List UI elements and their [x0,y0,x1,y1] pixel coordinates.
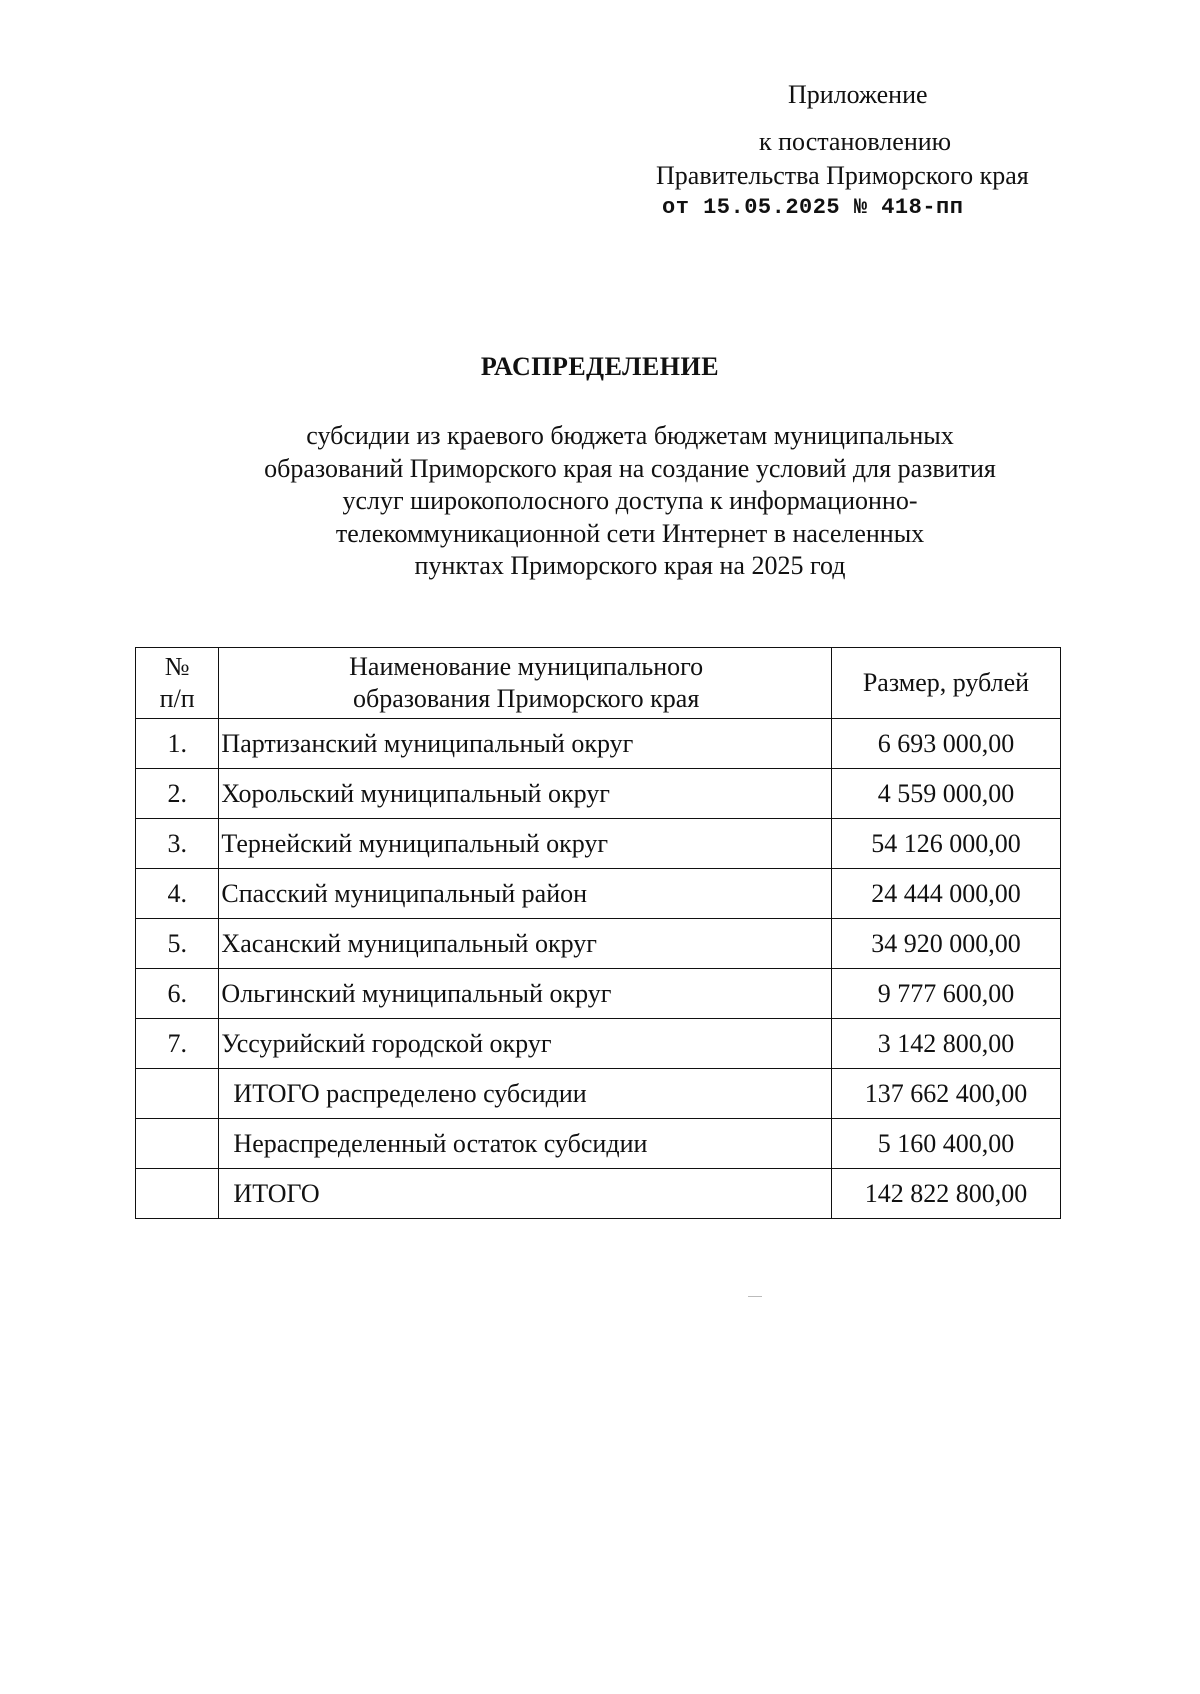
table-row [136,919,1061,969]
header-name-line1: Наименование муниципального [349,651,704,681]
table-row [136,819,1061,869]
row-name: Ольгинский муниципальный округ [219,969,832,1019]
undistributed-remainder-amount: 5 160 400,00 [831,1119,1060,1169]
appendix-label: Приложение [788,80,928,109]
subtitle-line: субсидии из краевого бюджета бюджетам муниципальных [306,421,954,450]
subtitle-line: услуг широкополосного доступа к информационно- [342,486,918,515]
table-row [136,769,1061,819]
table-row [136,719,1061,769]
total-number-cell [136,1119,219,1169]
total-row [136,1069,1061,1119]
row-name: Уссурийский городской округ [219,1019,832,1069]
header-name [219,648,832,719]
row-name: Тернейский муниципальный округ [219,819,832,869]
document-subtitle [200,420,1060,583]
row-amount: 24 444 000,00 [831,869,1060,919]
header-number-pp: п/п [159,684,195,713]
total-row [136,1169,1061,1219]
row-amount: 54 126 000,00 [831,819,1060,869]
row-amount: 3 142 800,00 [831,1019,1060,1069]
row-number: 3. [136,819,219,869]
row-amount: 34 920 000,00 [831,919,1060,969]
total-distributed-amount: 137 662 400,00 [831,1069,1060,1119]
row-number: 5. [136,919,219,969]
table-row [136,869,1061,919]
header-number [136,648,219,719]
row-name: Спасский муниципальный район [219,869,832,919]
appendix-block [650,78,1090,222]
appendix-resolution-ref: к постановлению [759,127,952,157]
row-number: 2. [136,769,219,819]
header-amount: Размер, рублей [831,648,1060,719]
row-number: 6. [136,969,219,1019]
subtitle-line: телекоммуникационной сети Интернет в населенных [335,518,925,548]
total-row [136,1119,1061,1169]
row-name: Хорольский муниципальный округ [219,769,832,819]
appendix-government: Правительства Приморского края [656,160,1029,190]
grand-total-amount: 142 822 800,00 [831,1169,1060,1219]
table-header-row [136,648,1061,719]
table-row [136,1019,1061,1069]
row-number: 4. [136,869,219,919]
row-amount: 9 777 600,00 [831,969,1060,1019]
total-distributed-label: ИТОГО распределено субсидии [219,1069,832,1119]
row-number: 7. [136,1019,219,1069]
row-name: Партизанский муниципальный округ [219,719,832,769]
distribution-table [135,647,1061,1219]
undistributed-remainder-label: Нераспределенный остаток субсидии [219,1119,832,1169]
table-row [136,969,1061,1019]
row-amount: 6 693 000,00 [831,719,1060,769]
row-name: Хасанский муниципальный округ [219,919,832,969]
header-number-sign: № [164,651,190,681]
subtitle-line: образований Приморского края на создание условий для развития [264,453,996,483]
total-number-cell [136,1069,219,1119]
total-number-cell [136,1169,219,1219]
row-amount: 4 559 000,00 [831,769,1060,819]
appendix-date-number: от 15.05.2025 № 418-пп [662,194,964,220]
grand-total-label: ИТОГО [219,1169,832,1219]
row-number: 1. [136,719,219,769]
subtitle-line: пунктах Приморского края на 2025 год [414,551,846,580]
scan-artifact [748,1296,762,1297]
header-name-line2: образования Приморского края [353,684,700,713]
document-title: РАСПРЕДЕЛЕНИЕ [480,352,720,381]
